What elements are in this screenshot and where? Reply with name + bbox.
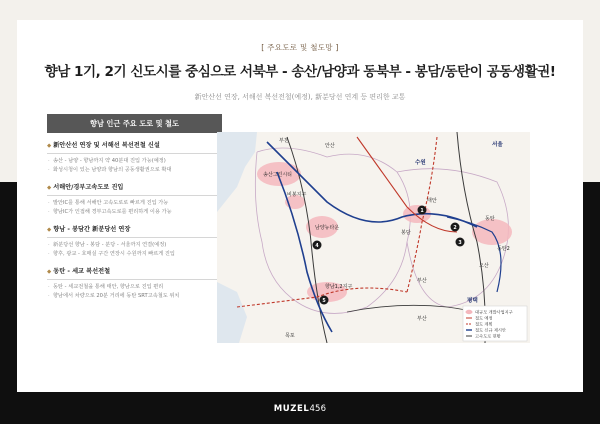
map-pin-number: 1 [420, 209, 424, 214]
info-block-heading: ◆ 향남 - 봉담간 新분당선 연장 [47, 224, 222, 238]
map-label-bongdam: 봉담 [401, 230, 411, 236]
map-legend [463, 306, 527, 341]
legend-label: 철도 계획 [475, 321, 493, 327]
transport-info-panel [47, 114, 222, 301]
info-block-list [47, 238, 222, 259]
legend-label: 대규모 개발사업지구 [475, 309, 513, 315]
info-block-list [47, 280, 222, 301]
info-item: · 발안IC를 통해 서해안 고속도로로 빠르게 진입 가능 [47, 199, 222, 208]
transport-map [217, 132, 530, 343]
info-block [47, 266, 222, 301]
diamond-icon: ◆ [47, 143, 52, 149]
map-label-suwon: 수원 [415, 160, 426, 166]
map-label-mokpo: 목포 [285, 333, 295, 339]
map-pin-number: 3 [458, 241, 462, 246]
info-block-heading: ◆ 서해안/경부고속도로 진입 [47, 182, 222, 196]
info-block [47, 224, 222, 259]
map-label-ansan: 안산 [325, 143, 335, 149]
info-block-list [47, 196, 222, 217]
info-item: · 향후, 광교 - 호매실 구간 연장시 수원까지 빠르게 진입 [47, 250, 222, 259]
map-pin-number: 4 [315, 244, 319, 249]
map-label-songsan: 송산그린시티 [263, 172, 292, 178]
panel-title: 향남 인근 주요 도로 및 철도 [47, 114, 222, 133]
map-label-taean: 태안 [427, 198, 437, 204]
info-item: · 향남IC가 인접해 경부고속도로를 편리하게 이용 가능 [47, 208, 222, 217]
map-svg [217, 132, 530, 343]
diamond-icon: ◆ [47, 269, 52, 275]
map-pin-number: 2 [453, 226, 457, 231]
info-item: · 新분당선 향남 - 봉담 - 분당 - 서울까지 연결(예정) [47, 241, 222, 250]
diamond-icon: ◆ [47, 227, 52, 233]
map-label-seoul: 서울 [492, 142, 503, 148]
page-subtitle: 新안산선 연장, 서해선 복선전철(예정), 新분당선 연계 등 편리한 교통 [194, 93, 406, 101]
diamond-icon: ◆ [47, 185, 52, 191]
info-block-list [47, 154, 222, 175]
map-label-bibong: 비봉지구 [287, 192, 307, 198]
map-label-busan: 부산 [417, 278, 427, 284]
info-item: · 송산 - 남양 - 향남까지 약 40분대 진입 가능(예정) [47, 157, 222, 166]
map-label-osan: 오산 [479, 263, 489, 269]
info-item: · 화성시청이 있는 남양과 향남의 공동생활권으로 확대 [47, 166, 222, 175]
map-label-hyangnam: 향남1,2지구 [325, 284, 353, 290]
info-block [47, 182, 222, 217]
map-pin-number: 5 [322, 299, 326, 304]
page-headline: 향남 1기, 2기 신도시를 중심으로 서북부 - 송산/남양과 동북부 - 봉담/동탄이 공동생활권! [44, 64, 556, 80]
brand-name: MUZEL [273, 404, 310, 414]
brand-number: 456 [309, 404, 327, 414]
legend-label: 철도 예정 [475, 315, 493, 321]
map-label-namyang: 남양뉴타운 [315, 225, 340, 231]
map-label-busan: 부산 [417, 316, 427, 322]
section-tag: [ 주요도로 및 철도망 ] [261, 43, 339, 52]
info-block-heading: ◆ 동탄 - 세교 복선전철 [47, 266, 222, 280]
legend-label: 고속도로 현황 [475, 333, 501, 339]
legend-label: 철도 신규 제시안 [475, 327, 506, 333]
map-label-dongtan: 동탄 [485, 216, 495, 222]
info-block-heading: ◆ 新안산선 연장 및 서해선 복선전철 신설 [47, 140, 222, 154]
legend-swatch-development [466, 310, 473, 314]
brand-logo [0, 404, 600, 414]
info-item: · 향남에서 차량으로 20분 거리에 동탄 SRT고속철도 위치 [47, 292, 222, 301]
map-label-dongtan2: 동탄2 [497, 246, 510, 252]
map-label-bucheon: 부천 [279, 138, 289, 144]
map-label-pyeongtaek: 평택 [467, 298, 478, 304]
info-block [47, 140, 222, 175]
info-item: · 동탄 - 세교전철을 통해 태안, 향남으로 진입 편리 [47, 283, 222, 292]
